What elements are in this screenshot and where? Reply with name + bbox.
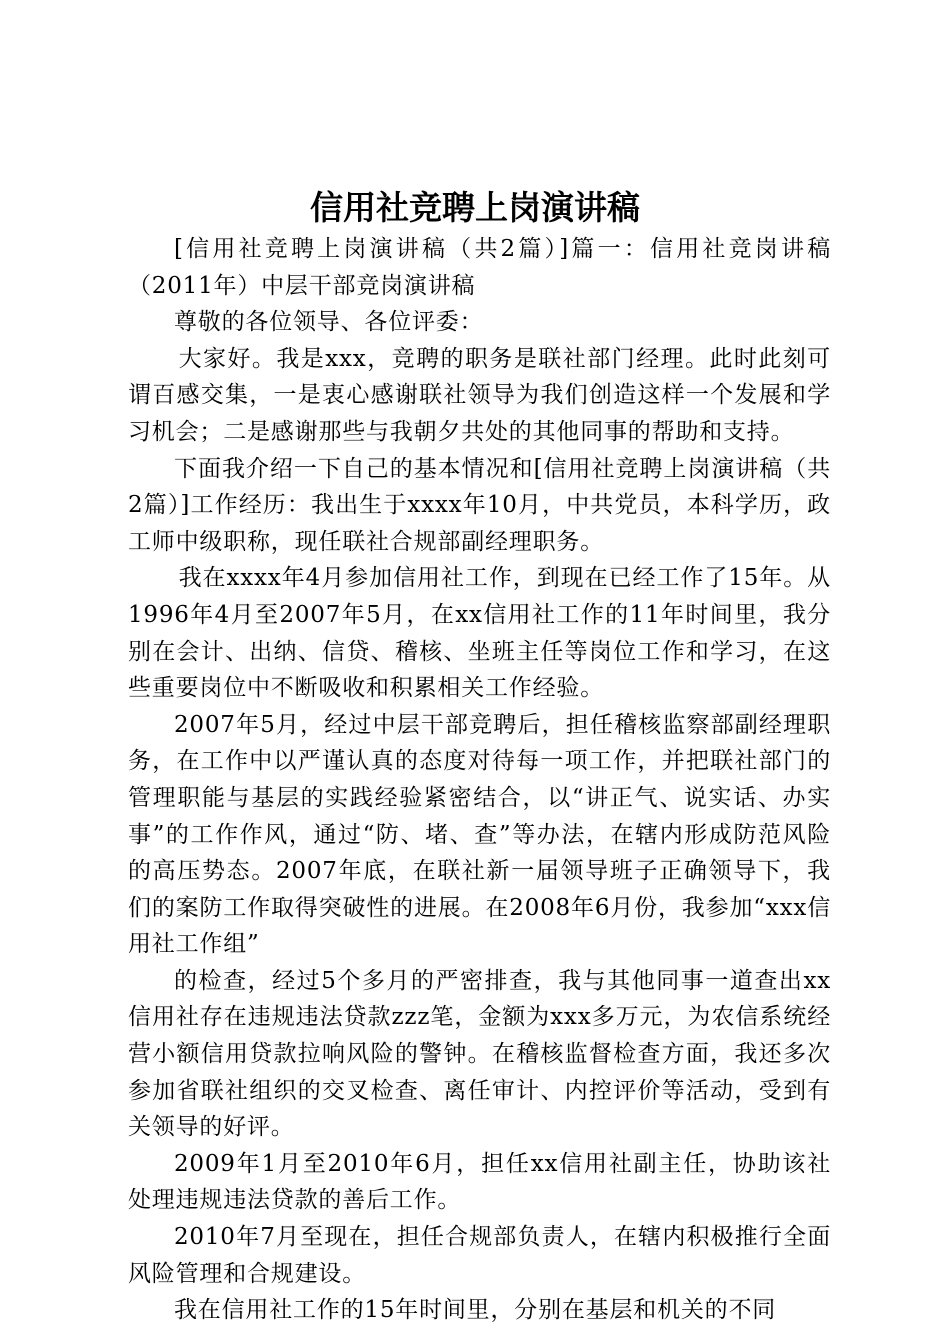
document-title: 信用社竞聘上岗演讲稿 xyxy=(310,188,640,227)
paragraph-work-history: 我在xxxx年4月参加信用社工作，到现在已经工作了15年。从1996年4月至2007年5月，在xx信用社工作的11年时间里，我分别在会计、出纳、信贷、稽核、坐班主任等岗位工作和学习，在这些重要岗位中不断吸收和积累相关工作经验。 xyxy=(128,565,831,702)
paragraph-greeting: 大家好。我是xxx，竞聘的职务是联社部门经理。此时此刻可谓百感交集，一是衷心感谢联社领导为我们创造这样一个发展和学习机会；二是感谢那些与我朝夕共处的其他同事的帮助和支持。 xyxy=(128,345,831,445)
paragraph-2007: 2007年5月，经过中层干部竞聘后，担任稽核监察部副经理职务，在工作中以严谨认真的态度对待每一项工作，并把联社部门的管理职能与基层的实践经验紧密结合，以“讲正气、说实话、办实事”的工作作风，通过“防、堵、查”等办法，在辖内形成防范风险的高压势态。2007年底，在联社新一届领导班子正确领导下，我们的案防工作取得突破性的进展。在2008年6月份，我参加“xxx信用社工作组” xyxy=(128,711,831,958)
paragraph-background: 下面我介绍一下自己的基本情况和[信用社竞聘上岗演讲稿（共2篇）]工作经历：我出生于xxxx年10月，中共党员，本科学历，政工师中级职称，现任联社合规部副经理职务。 xyxy=(128,455,831,555)
paragraph-inspection: 的检查，经过5个多月的严密排查，我与其他同事一道查出xx信用社存在违规违法贷款zzz笔，金额为xxx多万元，为农信系统经营小额信用贷款拉响风险的警钟。在稽核监督检查方面，我还多次参加省联社组织的交叉检查、离任审计、内控评价等活动，受到有关领导的好评。 xyxy=(128,967,831,1141)
paragraph-2009: 2009年1月至2010年6月，担任xx信用社副主任，协助该社处理违规违法贷款的善后工作。 xyxy=(128,1150,831,1214)
paragraph-intro: [信用社竞聘上岗演讲稿（共2篇）]篇一：信用社竞岗讲稿（2011年）中层干部竞岗演讲稿 xyxy=(128,236,831,299)
paragraph-closing: 我在信用社工作的15年时间里，分别在基层和机关的不同 xyxy=(174,1297,777,1324)
document-body xyxy=(128,231,831,1329)
paragraph-salutation: 尊敬的各位领导、各位评委： xyxy=(174,309,484,336)
paragraph-2010: 2010年7月至现在，担任合规部负责人，在辖内积极推行全面风险管理和合规建设。 xyxy=(128,1224,831,1287)
